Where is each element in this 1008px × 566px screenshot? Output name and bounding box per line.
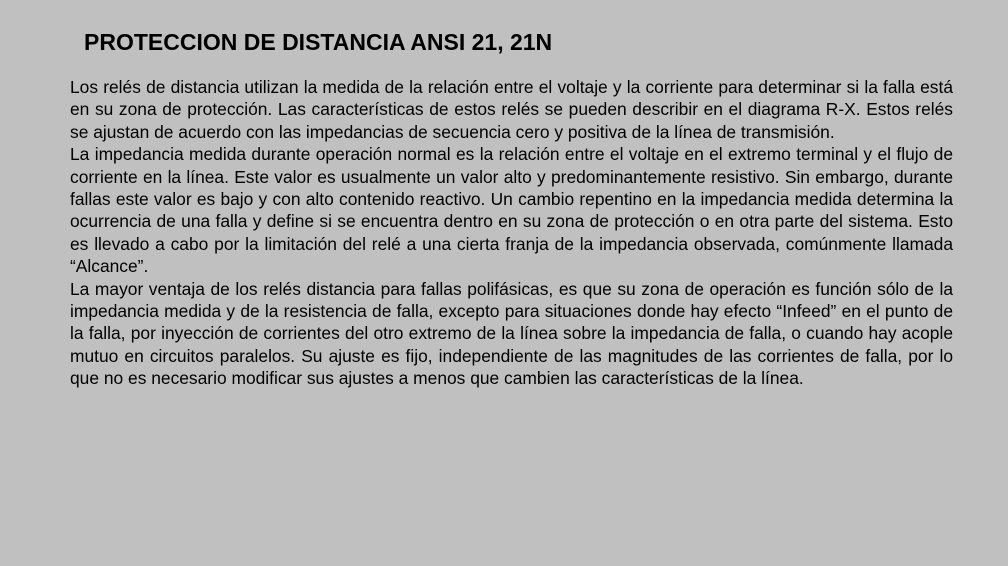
slide-title: PROTECCION DE DISTANCIA ANSI 21, 21N bbox=[84, 29, 553, 55]
paragraph-polyphase-advantage: La mayor ventaja de los relés distancia para fallas polifásicas, es que su zona de operación es función sólo de la impedancia medida y de la resistencia de falla, excepto para situaciones donde hay efecto “Infeed” en el punto de la falla, por inyección de corrientes del otro extremo de la línea sobre la impedancia de falla, o cuando hay acople mutuo en circuitos paralelos. Su ajuste es fijo, independiente de las magnitudes de las corrientes de falla, por lo que no es necesario modificar sus ajustes a menos que cambien las características de la línea. bbox=[70, 278, 953, 389]
paragraph-impedance-normal-operation: La impedancia medida durante operación normal es la relación entre el voltaje en el extremo terminal y el flujo de corriente en la línea. Este valor es usualmente un valor alto y predominantemente resistivo. Sin embargo, durante fallas este valor es bajo y con alto contenido reactivo. Un cambio repentino en la impedancia medida determina la ocurrencia de una falla y define si se encuentra dentro en su zona de protección o en otra parte del sistema. Esto es llevado a cabo por la limitación del relé a una cierta franja de la impedancia observada, comúnmente llamada “Alcance”. bbox=[70, 144, 953, 277]
paragraph-relay-measurement: Los relés de distancia utilizan la medida de la relación entre el voltaje y la corriente para determinar si la falla está en su zona de protección. Las características de estos relés se pueden describir en el diagrama R-X. Estos relés se ajustan de acuerdo con las impedancias de secuencia cero y positiva de la línea de transmisión. bbox=[70, 77, 953, 142]
slide-body bbox=[70, 76, 953, 390]
